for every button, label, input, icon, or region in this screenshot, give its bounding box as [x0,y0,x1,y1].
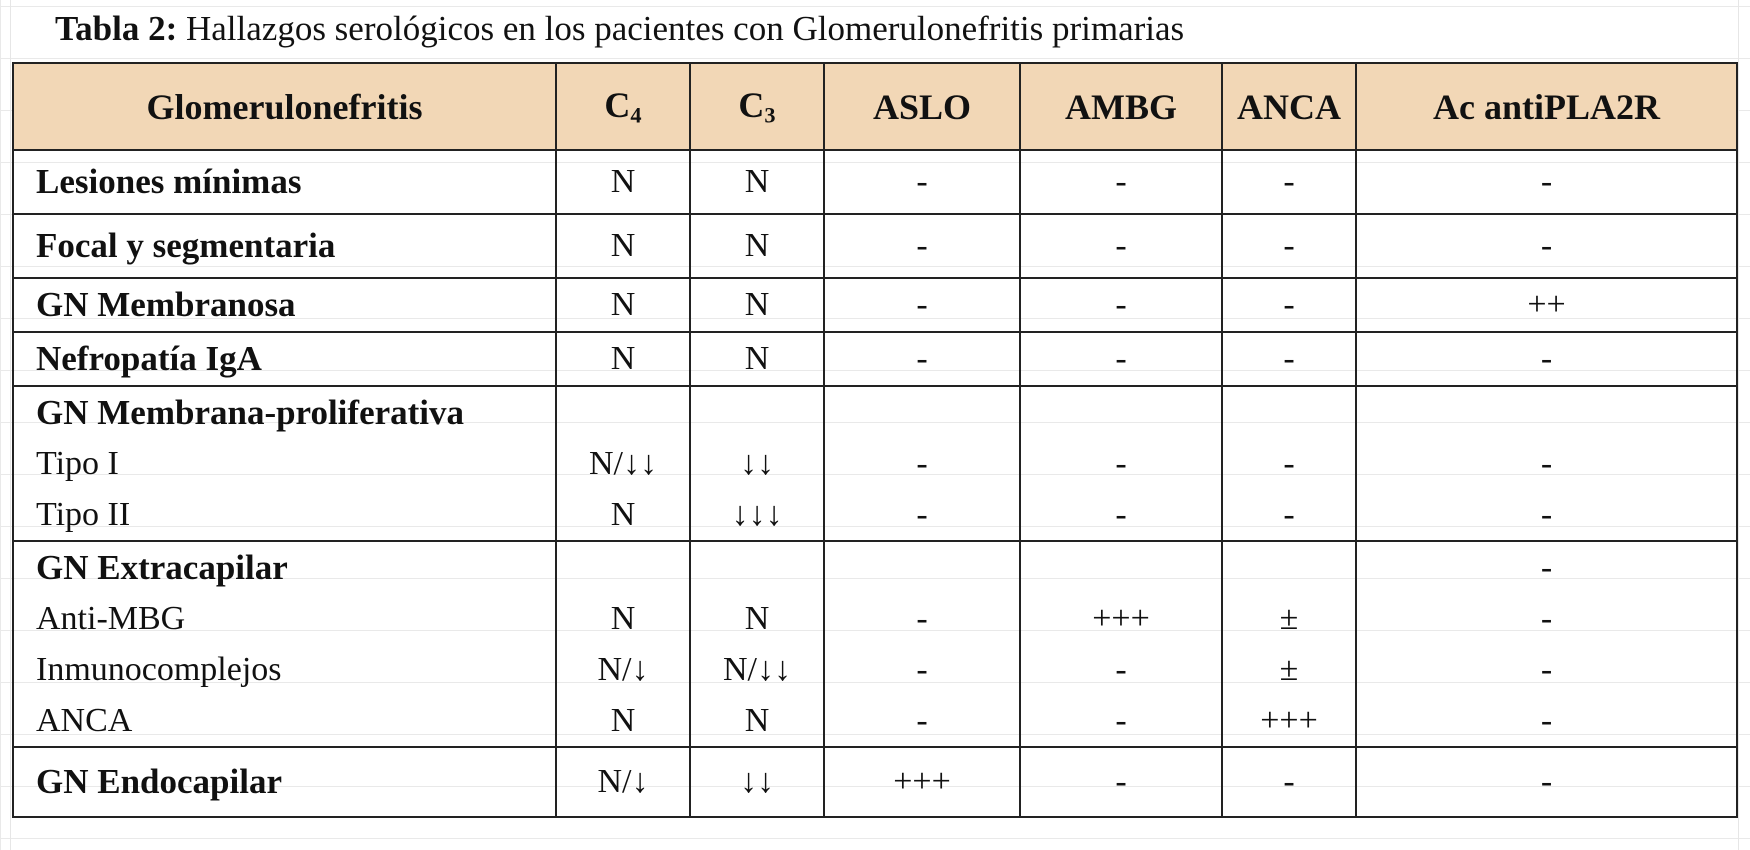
table-row [13,695,1737,747]
table-row [13,644,1737,695]
cell-antipla2r: - [1356,747,1737,817]
cell-c4: N/↓ [556,644,690,695]
cell-c3: N [690,150,824,214]
cell-c4: N [556,150,690,214]
cell-c4: N [556,278,690,332]
cell-anca: ± [1222,644,1356,695]
table-row [13,541,1737,593]
cell-antipla2r: - [1356,489,1737,541]
cell-c3 [690,541,824,593]
header-glomerulonefritis[interactable]: Glomerulonefritis [13,63,556,150]
cell-aslo: - [824,150,1020,214]
cell-aslo [824,541,1020,593]
cell-aslo: - [824,438,1020,489]
cell-aslo: - [824,644,1020,695]
cell-ambg: - [1020,278,1222,332]
table-row [13,150,1737,214]
row-name: Inmunocomplejos [13,644,556,695]
cell-ambg: - [1020,695,1222,747]
cell-antipla2r: - [1356,541,1737,593]
cell-anca: ± [1222,593,1356,644]
row-name: Anti-MBG [13,593,556,644]
cell-ambg: - [1020,150,1222,214]
cell-anca: +++ [1222,695,1356,747]
cell-anca: - [1222,150,1356,214]
header-c3-sub: 3 [764,102,776,128]
header-ac-antipla2r[interactable]: Ac antiPLA2R [1356,63,1737,150]
cell-ambg: - [1020,438,1222,489]
cell-antipla2r: - [1356,214,1737,278]
cell-c4: N [556,593,690,644]
row-name: GN Extracapilar [13,541,556,593]
cell-aslo: - [824,332,1020,386]
table-row [13,593,1737,644]
table-row [13,214,1737,278]
cell-c4: N/↓ [556,747,690,817]
cell-c3: N [690,214,824,278]
cell-antipla2r: - [1356,695,1737,747]
header-c3-base: C [738,85,765,126]
row-name: ANCA [13,695,556,747]
table-title-label: Tabla 2: [55,9,178,48]
cell-c4 [556,541,690,593]
row-name: Focal y segmentaria [13,214,556,278]
grid-column-line [10,0,11,850]
header-c4-base: C [604,85,631,126]
cell-ambg: - [1020,332,1222,386]
row-name: Nefropatía IgA [13,332,556,386]
row-name: GN Membrana-proliferativa [13,386,556,438]
row-name: Tipo II [13,489,556,541]
table-row [13,438,1737,489]
cell-ambg: - [1020,644,1222,695]
cell-c4: N [556,489,690,541]
cell-aslo: - [824,489,1020,541]
cell-anca: - [1222,214,1356,278]
cell-ambg: +++ [1020,593,1222,644]
header-anca[interactable]: ANCA [1222,63,1356,150]
cell-anca [1222,386,1356,438]
table-row [13,386,1737,438]
cell-c3: N [690,278,824,332]
cell-c3: N [690,332,824,386]
cell-aslo: - [824,278,1020,332]
header-aslo[interactable]: ASLO [824,63,1020,150]
cell-c3: N [690,593,824,644]
cell-antipla2r: - [1356,332,1737,386]
table-row [13,332,1737,386]
cell-anca [1222,541,1356,593]
cell-ambg: - [1020,214,1222,278]
cell-anca: - [1222,332,1356,386]
table-row [13,747,1737,817]
serology-table [12,62,1738,818]
grid-column-line [1738,0,1739,850]
cell-anca: - [1222,438,1356,489]
cell-c4: N/↓↓ [556,438,690,489]
cell-aslo: - [824,695,1020,747]
cell-anca: - [1222,278,1356,332]
cell-c3: ↓↓ [690,438,824,489]
cell-c4: N [556,214,690,278]
cell-ambg [1020,541,1222,593]
header-row [13,63,1737,150]
cell-aslo: - [824,214,1020,278]
header-c4-sub: 4 [630,102,642,128]
table-title [55,8,1184,50]
cell-antipla2r [1356,386,1737,438]
cell-antipla2r: ++ [1356,278,1737,332]
cell-c4: N [556,695,690,747]
cell-c4 [556,386,690,438]
cell-c3 [690,386,824,438]
header-c4[interactable] [556,63,690,150]
table-title-text: Hallazgos serológicos en los pacientes con Glomerulonefritis primarias [177,9,1185,48]
cell-antipla2r: - [1356,644,1737,695]
cell-aslo: - [824,593,1020,644]
cell-antipla2r: - [1356,438,1737,489]
cell-anca: - [1222,747,1356,817]
table-row [13,278,1737,332]
cell-c3: N/↓↓ [690,644,824,695]
cell-antipla2r: - [1356,593,1737,644]
header-c3[interactable] [690,63,824,150]
table-row [13,489,1737,541]
row-name: Tipo I [13,438,556,489]
cell-antipla2r: - [1356,150,1737,214]
cell-c3: ↓↓ [690,747,824,817]
header-ambg[interactable]: AMBG [1020,63,1222,150]
row-name: GN Endocapilar [13,747,556,817]
cell-c3: N [690,695,824,747]
cell-aslo: +++ [824,747,1020,817]
row-name: Lesiones mínimas [13,150,556,214]
cell-ambg: - [1020,489,1222,541]
cell-ambg [1020,386,1222,438]
cell-aslo [824,386,1020,438]
row-name: GN Membranosa [13,278,556,332]
cell-c3: ↓↓↓ [690,489,824,541]
cell-ambg: - [1020,747,1222,817]
cell-c4: N [556,332,690,386]
cell-anca: - [1222,489,1356,541]
